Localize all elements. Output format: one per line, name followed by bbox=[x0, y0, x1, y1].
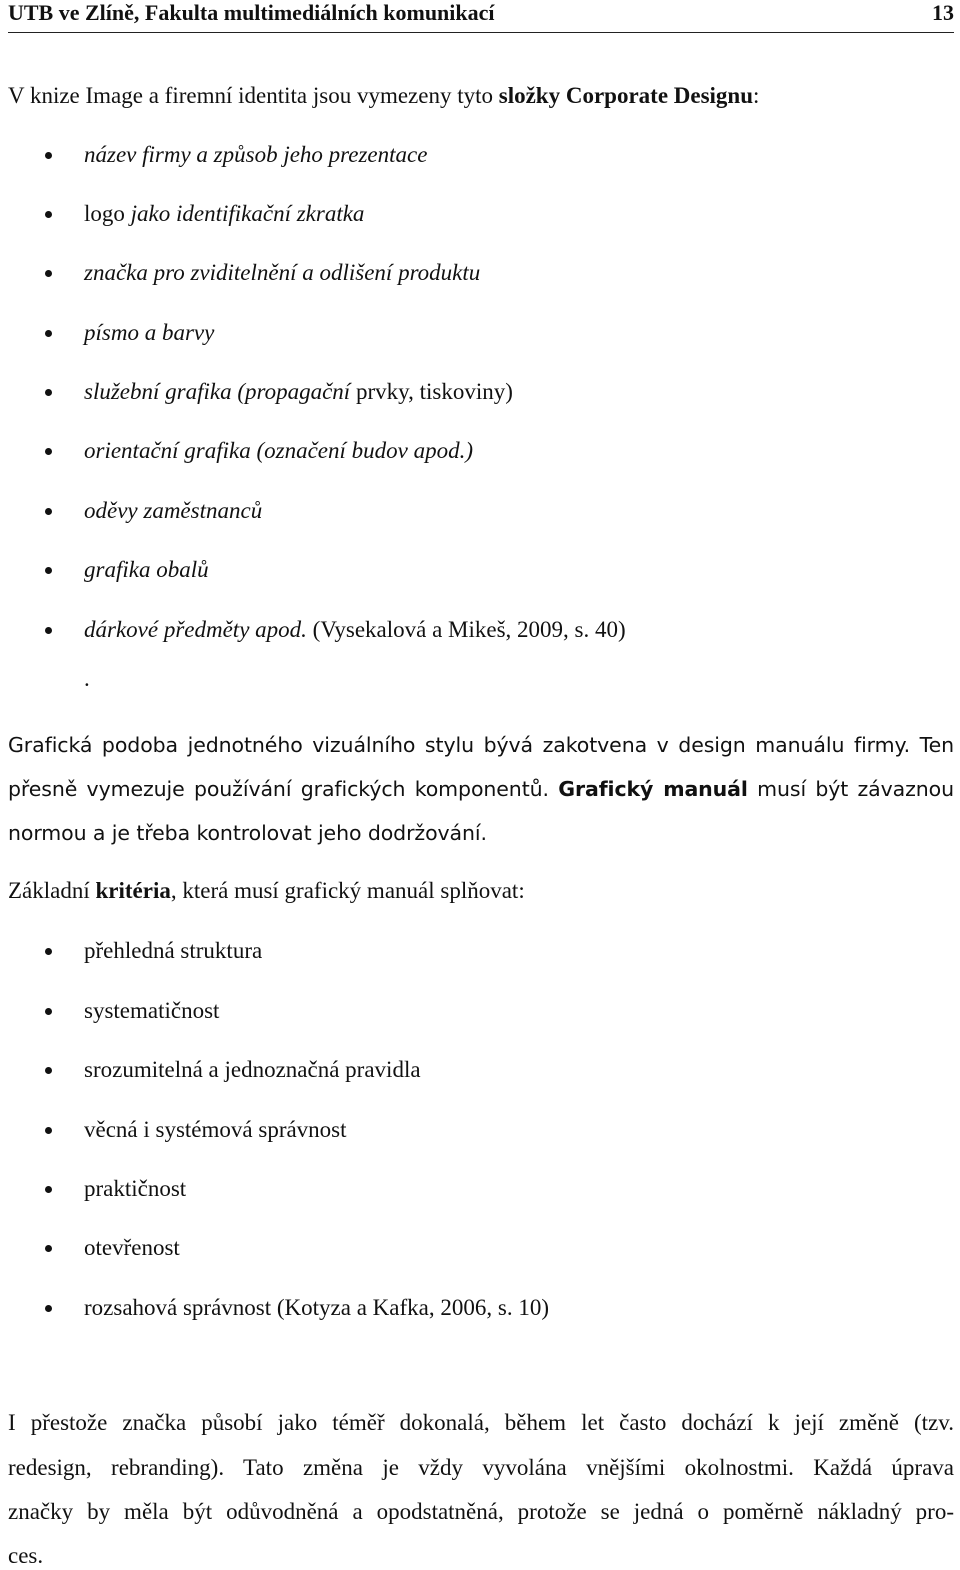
bullet-icon bbox=[45, 1127, 52, 1134]
paragraph-line: redesign, rebranding). Tato změna je vždy vyvolána vnějšími okolnostmi. Každá úprava bbox=[8, 1455, 954, 1480]
list-item: srozumitelná a jednoznačná pravidla bbox=[84, 1057, 421, 1082]
bullet-icon bbox=[45, 211, 52, 218]
header-title: UTB ve Zlíně, Fakulta multimediálních komunikací bbox=[8, 0, 495, 25]
bullet-icon bbox=[45, 1245, 52, 1252]
bullet-icon bbox=[45, 627, 52, 634]
bullet-icon bbox=[45, 567, 52, 574]
intro-suffix: : bbox=[753, 83, 760, 108]
stray-dot: . bbox=[84, 666, 90, 691]
paragraph-line: značky by měla být odůvodněná a opodstatněná, protože se jedná o poměrně nákladný pro- bbox=[8, 1499, 954, 1524]
list-item: značka pro zviditelnění a odlišení produktu bbox=[84, 260, 481, 285]
list-item: oděvy zaměstnanců bbox=[84, 498, 263, 523]
list-item: orientační grafika (označení budov apod.) bbox=[84, 438, 474, 463]
criteria-intro: Základní kritéria, která musí grafický manuál splňovat: bbox=[8, 878, 525, 903]
bullet-icon bbox=[45, 389, 52, 396]
paragraph-line: normou a je třeba kontrolovat jeho dodržování. bbox=[8, 821, 487, 845]
bullet-icon bbox=[45, 448, 52, 455]
paragraph-line: ces. bbox=[8, 1543, 44, 1568]
page-number: 13 bbox=[932, 0, 954, 25]
bullet-icon bbox=[45, 1008, 52, 1015]
paragraph-line: přesně vymezuje používání grafických komponentů. Grafický manuál musí být závaznou bbox=[8, 777, 954, 801]
bullet-icon bbox=[45, 1305, 52, 1312]
bullet-icon bbox=[45, 508, 52, 515]
paragraph-line: Grafická podoba jednotného vizuálního stylu bývá zakotvena v design manuálu firmy. Ten bbox=[8, 733, 954, 757]
paragraph-line: I přestože značka působí jako téměř dokonalá, během let často dochází k její změně (tzv. bbox=[8, 1410, 954, 1435]
bullet-icon bbox=[45, 152, 52, 159]
list-item: služební grafika (propagační prvky, tiskoviny) bbox=[84, 379, 513, 404]
intro-sentence bbox=[8, 82, 759, 110]
list-item: logo jako identifikační zkratka bbox=[84, 201, 365, 226]
bullet-icon bbox=[45, 948, 52, 955]
list-item: věcná i systémová správnost bbox=[84, 1117, 347, 1142]
intro-prefix: V knize Image a firemní identita jsou vymezeny tyto bbox=[8, 83, 499, 108]
list-item: otevřenost bbox=[84, 1235, 180, 1260]
list-item: přehledná struktura bbox=[84, 938, 263, 963]
list-item: praktičnost bbox=[84, 1176, 187, 1201]
bullet-icon bbox=[45, 330, 52, 337]
list-item: písmo a barvy bbox=[84, 320, 215, 345]
bullet-icon bbox=[45, 1067, 52, 1074]
list-item: rozsahová správnost (Kotyza a Kafka, 2006, s. 10) bbox=[84, 1295, 549, 1320]
intro-bold: složky Corporate Designu bbox=[498, 83, 754, 108]
list-item: název firmy a způsob jeho prezentace bbox=[84, 142, 428, 167]
list-item: dárkové předměty apod. (Vysekalová a Mikeš, 2009, s. 40) bbox=[84, 617, 626, 642]
bullet-icon bbox=[45, 270, 52, 277]
bullet-icon bbox=[45, 1186, 52, 1193]
list-item: grafika obalů bbox=[84, 557, 209, 582]
page-header bbox=[8, 0, 954, 33]
list-item: systematičnost bbox=[84, 998, 220, 1023]
